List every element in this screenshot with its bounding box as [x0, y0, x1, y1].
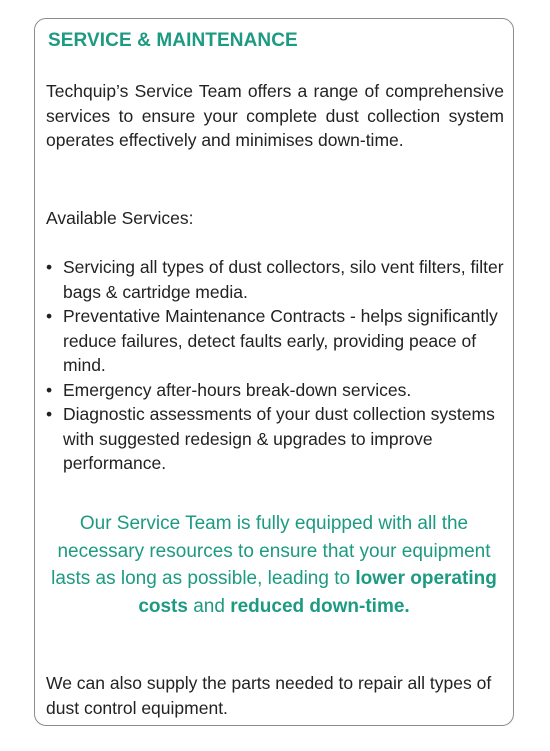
bullet-icon: • — [46, 379, 53, 400]
service-item-label: Emergency after-hours break-down services. — [63, 379, 412, 400]
services-heading: Available Services: — [46, 208, 194, 228]
service-item-label: Diagnostic assessments of your dust collection systems with suggested redesign & upgrades to improve performance. — [63, 404, 495, 473]
services-list — [46, 255, 506, 476]
section-title: SERVICE & MAINTENANCE — [48, 30, 298, 51]
service-item-label: Preventative Maintenance Contracts - helps significantly reduce failures, detect faults early, providing peace of mind. — [63, 306, 498, 375]
callout-statement — [41, 510, 507, 620]
list-item — [46, 402, 506, 476]
closing-paragraph: We can also supply the parts needed to repair all types of dust control equipment. — [46, 673, 492, 718]
callout-connector: and — [193, 595, 225, 617]
callout-emphasis-costs: lower operating costs — [138, 568, 497, 617]
callout-lead: Our Service Team is fully equipped with all the necessary resources to ensure that your equipment lasts as long as possible, leading to — [51, 513, 491, 589]
list-item — [46, 255, 506, 304]
bullet-icon: • — [46, 404, 53, 424]
list-item — [46, 378, 506, 403]
bullet-icon: • — [46, 306, 53, 326]
service-item-label: Servicing all types of dust collectors, silo vent filters, filter bags & cartridge media. — [63, 257, 504, 302]
bullet-icon: • — [46, 257, 53, 277]
service-maintenance-panel — [34, 18, 514, 726]
callout-emphasis-downtime: reduced down-time. — [230, 595, 410, 617]
list-item — [46, 304, 506, 378]
intro-paragraph: Techquip’s Service Team offers a range of comprehensive services to ensure your complete dust collection system operates effectively and minimises down-time. — [46, 81, 504, 150]
